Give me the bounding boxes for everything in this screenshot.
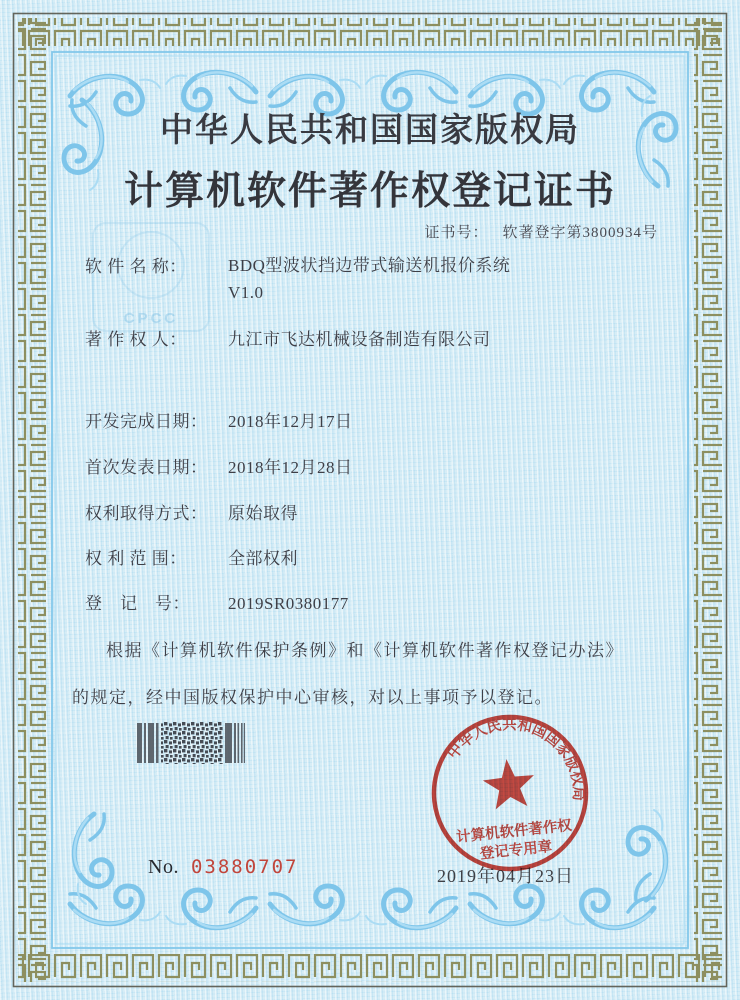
seal-star-icon	[481, 756, 537, 810]
serial-line	[148, 856, 298, 879]
issue-date: 2019年04月23日	[437, 866, 574, 886]
cpcc-watermark-text: CPCC	[123, 310, 179, 327]
field-label: 著 作 权 人：	[85, 330, 187, 349]
field-label: 登 记 号：	[85, 594, 190, 613]
field-row-first-publish-date	[85, 453, 353, 478]
field-row-rights-acquisition	[85, 499, 298, 524]
field-label: 首次发表日期：	[85, 458, 208, 477]
seal-ring-text: 中华人民共和国国家版权局	[442, 714, 590, 804]
serial-label: No.	[148, 856, 179, 878]
field-value: BDQ型波状挡边带式输送机报价系统 V1.0	[228, 256, 511, 302]
certificate-number-line	[424, 221, 658, 242]
field-value: 原始取得	[228, 504, 298, 523]
official-seal	[410, 693, 610, 893]
field-label: 权利取得方式：	[85, 504, 208, 523]
registration-statement: 根据《计算机软件保护条例》和《计算机软件著作权登记办法》的规定，经中国版权保护中心审核，对以上事项予以登记。	[72, 641, 624, 707]
barcode	[137, 722, 245, 764]
issuer-title: 中华人民共和国国家版权局	[160, 113, 580, 149]
field-row-rights-scope	[85, 544, 298, 569]
field-row-copyright-owner	[85, 325, 491, 350]
certificate-title: 计算机软件著作权登记证书	[123, 170, 616, 213]
field-value: 2019SR0380177	[228, 594, 349, 613]
serial-number: 03880707	[190, 856, 299, 878]
field-value: 2018年12月28日	[228, 458, 353, 477]
field-row-dev-complete-date	[85, 407, 353, 432]
seal-line1: 计算机软件著作权	[455, 817, 573, 846]
field-value: 2018年12月17日	[228, 412, 353, 431]
field-value: 九江市飞达机械设备制造有限公司	[228, 330, 491, 349]
certificate-number-value: 软著登字第3800934号	[502, 225, 658, 241]
certificate-number-label: 证书号：	[424, 225, 489, 241]
field-label: 权 利 范 围：	[85, 549, 187, 568]
field-row-software-name	[85, 252, 510, 306]
seal-line2: 登记专用章	[479, 838, 553, 863]
field-row-registration-number	[85, 589, 349, 614]
field-label: 开发完成日期：	[85, 412, 208, 431]
field-value: 全部权利	[228, 549, 298, 568]
field-label: 软 件 名 称：	[85, 257, 187, 276]
